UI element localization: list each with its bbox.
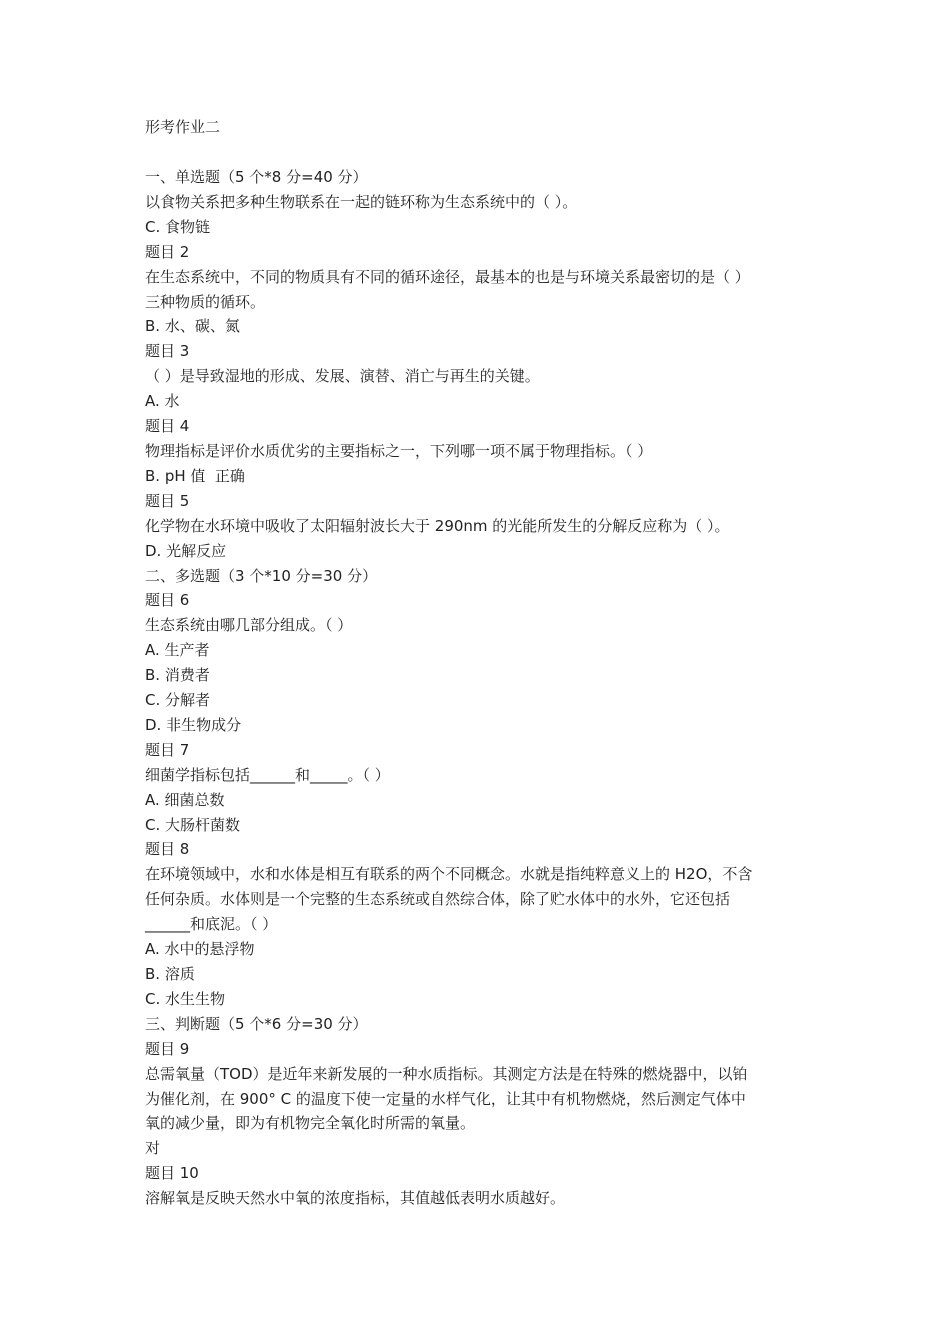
text-line: C. 水生生物 bbox=[145, 989, 226, 1008]
text-line: A. 细菌总数 bbox=[145, 790, 225, 809]
page-title: 形考作业二 bbox=[145, 118, 221, 136]
text-line: 题目 7 bbox=[145, 740, 190, 759]
text-line: 一、单选题（5 个*8 分=40 分） bbox=[145, 168, 368, 186]
text-line: 细菌学指标包括______和_____。（ ） bbox=[145, 765, 390, 784]
text-line: C. 分解者 bbox=[145, 691, 211, 710]
text-line: 以食物关系把多种生物联系在一起的链环称为生态系统中的（ ）。 bbox=[145, 192, 578, 211]
text-line: B. 溶质 bbox=[145, 965, 195, 983]
text-line: 三种物质的循环。 bbox=[145, 292, 266, 311]
text-line: C. 食物链 bbox=[145, 217, 211, 236]
text-line: 题目 3 bbox=[145, 342, 190, 361]
text-line: D. 非生物成分 bbox=[145, 715, 242, 734]
text-line: A. 水中的悬浮物 bbox=[145, 940, 255, 959]
text-line: 题目 8 bbox=[145, 840, 190, 859]
text-line: ______和底泥。（ ） bbox=[145, 915, 278, 934]
text-line: C. 大肠杆菌数 bbox=[145, 815, 241, 834]
text-line: 在环境领域中，水和水体是相互有联系的两个不同概念。水就是指纯粹意义上的 H2O，不含 bbox=[145, 865, 753, 884]
text-line: 题目 5 bbox=[145, 491, 190, 510]
text-line: （ ）是导致湿地的形成、发展、演替、消亡与再生的关键。 bbox=[145, 367, 540, 386]
text-line: A. 水 bbox=[145, 392, 180, 411]
text-line: D. 光解反应 bbox=[145, 541, 227, 560]
text-line: 题目 10 bbox=[145, 1164, 199, 1183]
text-line: 对 bbox=[145, 1139, 161, 1158]
text-line: 在生态系统中，不同的物质具有不同的循环途径，最基本的也是与环境关系最密切的是（ ） bbox=[145, 267, 750, 286]
text-line: 氧的减少量，即为有机物完全氧化时所需的氧量。 bbox=[145, 1114, 476, 1133]
text-line: 题目 2 bbox=[145, 242, 190, 261]
document-body bbox=[145, 165, 840, 1211]
text-line: 物理指标是评价水质优劣的主要指标之一，下列哪一项不属于物理指标。（ ） bbox=[145, 441, 653, 460]
text-line: 总需氧量（TOD）是近年来新发展的一种水质指标。其测定方法是在特殊的燃烧器中，以铂 bbox=[145, 1064, 748, 1083]
text-line: 题目 4 bbox=[145, 417, 190, 436]
text-line: 二、多选题（3 个*10 分=30 分） bbox=[145, 566, 378, 585]
text-line: A. 生产者 bbox=[145, 641, 210, 660]
text-line: 溶解氧是反映天然水中氧的浓度指标，其值越低表明水质越好。 bbox=[145, 1189, 566, 1208]
text-line: 生态系统由哪几部分组成。（ ） bbox=[145, 616, 353, 635]
text-line: 三、判断题（5 个*6 分=30 分） bbox=[145, 1014, 368, 1033]
text-line: 题目 9 bbox=[145, 1039, 190, 1058]
text-line: 任何杂质。水体则是一个完整的生态系统或自然综合体，除了贮水体中的水外，它还包括 bbox=[145, 890, 731, 909]
text-line: B. 消费者 bbox=[145, 666, 210, 685]
text-line: 题目 6 bbox=[145, 591, 190, 610]
text-line: 化学物在水环境中吸收了太阳辐射波长大于 290nm 的光能所发生的分解反应称为（ ）。 bbox=[145, 516, 730, 535]
text-line: 为催化剂，在 900° C 的温度下使一定量的水样气化，让其中有机物燃烧，然后测定气体中 bbox=[145, 1089, 746, 1108]
text-line: B. pH 值 正确 bbox=[145, 466, 245, 485]
text-line: B. 水、碳、氮 bbox=[145, 317, 240, 336]
